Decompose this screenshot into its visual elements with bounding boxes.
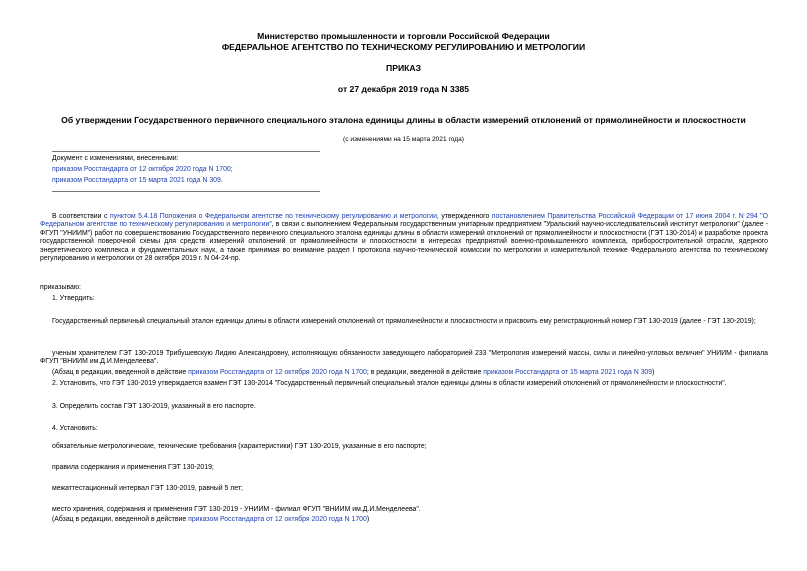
amendment-link-309[interactable]: приказом Росстандарта от 15 марта 2021 года N 309 bbox=[483, 369, 653, 376]
clause-4: 4. Установить: bbox=[52, 425, 98, 432]
note-text: (Абзац в редакции, введенной в действие bbox=[52, 369, 189, 376]
regulation-link[interactable]: пунктом 5.4.18 Положения о Федеральном агентстве по техническому регулированию и метрологии bbox=[109, 213, 437, 220]
note-text: (Абзац в редакции, введенной в действие bbox=[52, 516, 189, 523]
preamble-text: В соответствии с bbox=[52, 213, 110, 220]
divider-bottom bbox=[52, 191, 320, 192]
divider-top bbox=[52, 151, 320, 152]
note-text: ; в редакции, введенной в действие bbox=[366, 369, 484, 376]
preamble-text: , в связи с выполнением Федеральным государственным унитарным предприятием "Уральский научно-исследовательский институт метрологии" (далее - ФГУП "УНИИМ") работ по совершенствованию Государственного первичного специального эталона единицы длины в области измерений отклонений от прямолинейности и плоскостности (ГЭТ 130-2014) и разработке проекта государственной поверочной схемы для средств измерений отклонений от прямолинейности и плоскостности в интересах предприятий военно-промышленного комплекса, приборостроительной отрасли, ядерного энергетического комплекса и фундаментальных наук, а также принимая во внимание раздел I протокола научно-технической комиссии по метрологии и измерительной технике Федерального агентства по техническому регулированию и метрологии от 28 октября 2019 г. N 04-24-пр. bbox=[40, 221, 769, 263]
document-date: от 27 декабря 2019 года N 3385 bbox=[337, 84, 470, 94]
amendment-link-309[interactable]: приказом Росстандарта от 15 марта 2021 года N 309. bbox=[52, 177, 223, 184]
order-word: приказываю: bbox=[40, 284, 81, 291]
amended-note: (с изменениями на 15 марта 2021 года) bbox=[343, 136, 464, 143]
clause-1: 1. Утвердить: bbox=[52, 295, 95, 302]
clause-4c: межаттестационный интервал ГЭТ 130-2019, равный 5 лет; bbox=[52, 485, 243, 492]
amendment-link-1700[interactable]: приказом Росстандарта от 12 октября 2020 года N 1700; bbox=[52, 166, 233, 173]
edit-note-1 bbox=[52, 369, 654, 377]
clause-3: 3. Определить состав ГЭТ 130-2019, указанный в его паспорте. bbox=[52, 403, 256, 410]
note-text: ) bbox=[652, 369, 655, 376]
amendment-link-1700[interactable]: приказом Росстандарта от 12 октября 2020 года N 1700 bbox=[188, 516, 367, 523]
preamble-text: , утвержденного bbox=[436, 213, 492, 220]
clause-1a: Государственный первичный специальный эталон единицы длины в области измерений отклонений от прямолинейности и плоскостности и присвоить ему регистрационный номер ГЭТ 130-2019 (далее - ГЭТ 130-2019); bbox=[52, 318, 756, 325]
clause-4b: правила содержания и применения ГЭТ 130-2019; bbox=[52, 464, 214, 471]
edit-note-2 bbox=[52, 516, 369, 524]
amendment-link-1700[interactable]: приказом Росстандарта от 12 октября 2020 года N 1700 bbox=[188, 369, 367, 376]
clause-4d: место хранения, содержания и применения ГЭТ 130-2019 - УНИИМ - филиал ФГУП "ВНИИМ им.Д.И.Менделеева". bbox=[52, 506, 421, 513]
government-decree-link[interactable]: постановлением Правительства Российской Федерации от 17 июня 2004 г. N 294 "О Федеральном агентстве по техническому регулированию и метрологии" bbox=[40, 213, 768, 229]
ministry-name: Министерство промышленности и торговли Российской Федерации bbox=[257, 31, 550, 41]
clause-2: 2. Установить, что ГЭТ 130-2019 утверждается взамен ГЭТ 130-2014 "Государственный первичный специальный эталон единицы длины в области измерений отклонений от прямолинейности и плоскостности". bbox=[52, 380, 727, 387]
clause-4a: обязательные метрологические, технические требования (характеристики) ГЭТ 130-2019, указанные в его паспорте; bbox=[52, 443, 427, 450]
note-text: ) bbox=[366, 516, 370, 523]
agency-name: ФЕДЕРАЛЬНОЕ АГЕНТСТВО ПО ТЕХНИЧЕСКОМУ РЕГУЛИРОВАНИЮ И МЕТРОЛОГИИ bbox=[221, 42, 586, 52]
clause-1b: ученым хранителем ГЭТ 130-2019 Трибушевскую Лидию Александровну, исполняющую обязанности заведующего лабораторией 233 "Метрология измерений массы, силы и линейно-угловых величин" УНИИМ - филиала ФГУП "ВНИИМ им.Д.И.Менделеева". bbox=[40, 350, 768, 366]
document-title: Об утверждении Государственного первичного специального эталона единицы длины в области измерений отклонений от прямолинейности и плоскостности bbox=[61, 115, 746, 125]
preamble-paragraph bbox=[40, 213, 768, 263]
document-type: ПРИКАЗ bbox=[386, 63, 421, 73]
changes-intro: Документ с изменениями, внесенными: bbox=[52, 155, 179, 162]
